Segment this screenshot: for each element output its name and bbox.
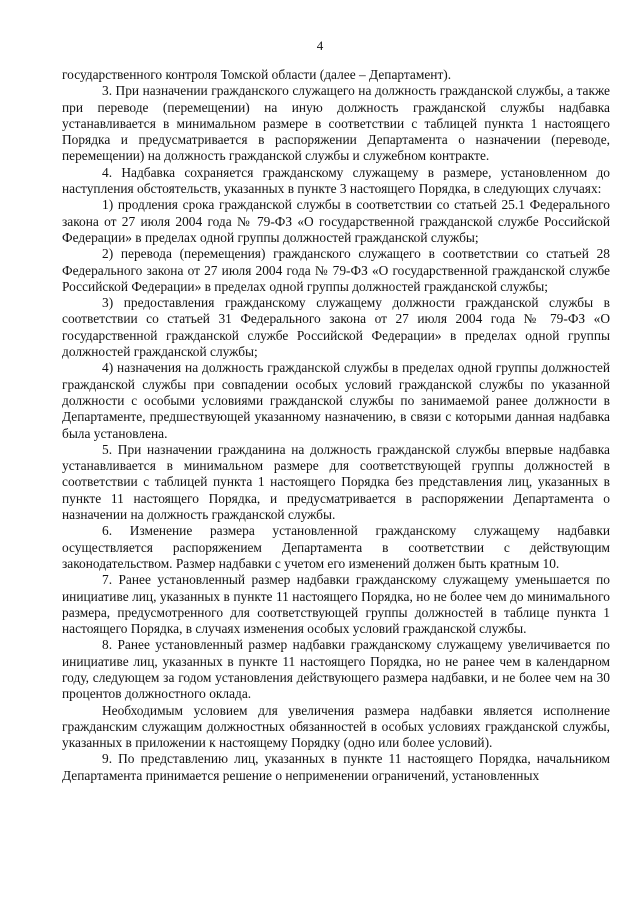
paragraph-clause-3: 3. При назначении гражданского служащего на должность гражданской службы, а также при переводе (перемещении) на иную должность гражданской службы надбавка устанавливается в минимальном размере в соответствии с таблицей пункта 1 настоящего Порядка и предусматривается в распоряжении Департамента о назначении (переводе, перемещении) на должность гражданской службы и служебном контракте.	[62, 83, 610, 164]
paragraph-clause-5: 5. При назначении гражданина на должность гражданской службы впервые надбавка устанавливается в минимальном размере для соответствующей группы должностей в соответствии с таблицей пункта 1 настоящего Порядка без представления лиц, указанных в пункте 11 настоящего Порядка, и предусматривается в распоряжении Департамента о назначении на должность гражданской службы.	[62, 441, 610, 523]
list-item-3: 3) предоставления гражданскому служащему должности гражданской службы в соответствии со статьей 31 Федерального закона от 27 июля 2004 года № 79-ФЗ «О государственной гражданской службе Российской Федерации» в пределах одной группы должностей гражданской службы;	[62, 295, 610, 360]
paragraph-clause-8: 8. Ранее установленный размер надбавки гражданскому служащему увеличивается по инициативе лиц, указанных в пункте 11 настоящего Порядка, но не ранее чем в календарном году, следующем за годом установления действующего размера надбавки, и не более чем на 30 процентов должностного оклада.	[62, 637, 610, 702]
list-item-1: 1) продления срока гражданской службы в соответствии со статьей 25.1 Федерального закона от 27 июля 2004 года № 79-ФЗ «О государственной гражданской службе Российской Федерации» в пределах одной группы должностей гражданской службы;	[62, 197, 610, 245]
list-item-2: 2) перевода (перемещения) гражданского служащего в соответствии со статьей 28 Федерального закона от 27 июля 2004 года № 79-ФЗ «О государственной гражданской службе Российской Федерации» в пределах одной группы должностей гражданской службы;	[62, 246, 610, 294]
paragraph-clause-9: 9. По представлению лиц, указанных в пункте 11 настоящего Порядка, начальником Департамента принимается решение о неприменении ограничений, установленных	[62, 751, 610, 783]
document-body	[62, 67, 610, 784]
page-number: 4	[316, 38, 324, 53]
paragraph-condition: Необходимым условием для увеличения размера надбавки является исполнение гражданским служащим должностных обязанностей в особых условиях гражданской службы, указанных в приложении к настоящему Порядку (одно или более условий).	[62, 702, 610, 751]
paragraph-clause-7: 7. Ранее установленный размер надбавки гражданскому служащему уменьшается по инициативе лиц, указанных в пункте 11 настоящего Порядка, но не более чем до минимального размера, предусмотренного для соответствующей группы должностей в таблице пункта 1 настоящего Порядка, в случаях изменения особых условий гражданской службы.	[62, 572, 610, 637]
list-item-4: 4) назначения на должность гражданской службы в пределах одной группы должностей гражданской службы при совпадении особых условий гражданской службы по указанной должности с особыми условиями гражданской службы по занимаемой ранее должности в Департаменте, предшествующей указанному назначению, в связи с которыми данная надбавка была установлена.	[62, 360, 610, 441]
paragraph-continuation: государственного контроля Томской области (далее – Департамент).	[62, 67, 452, 82]
paragraph-clause-4: 4. Надбавка сохраняется гражданскому служащему в размере, установленном до наступления обстоятельств, указанных в пункте 3 настоящего Порядка, в следующих случаях:	[62, 164, 610, 197]
paragraph-clause-6: 6. Изменение размера установленной гражданскому служащему надбавки осуществляется распоряжением Департамента в соответствии с действующим законодательством. Размер надбавки с учетом его изменений должен быть кратным 10.	[62, 523, 610, 571]
